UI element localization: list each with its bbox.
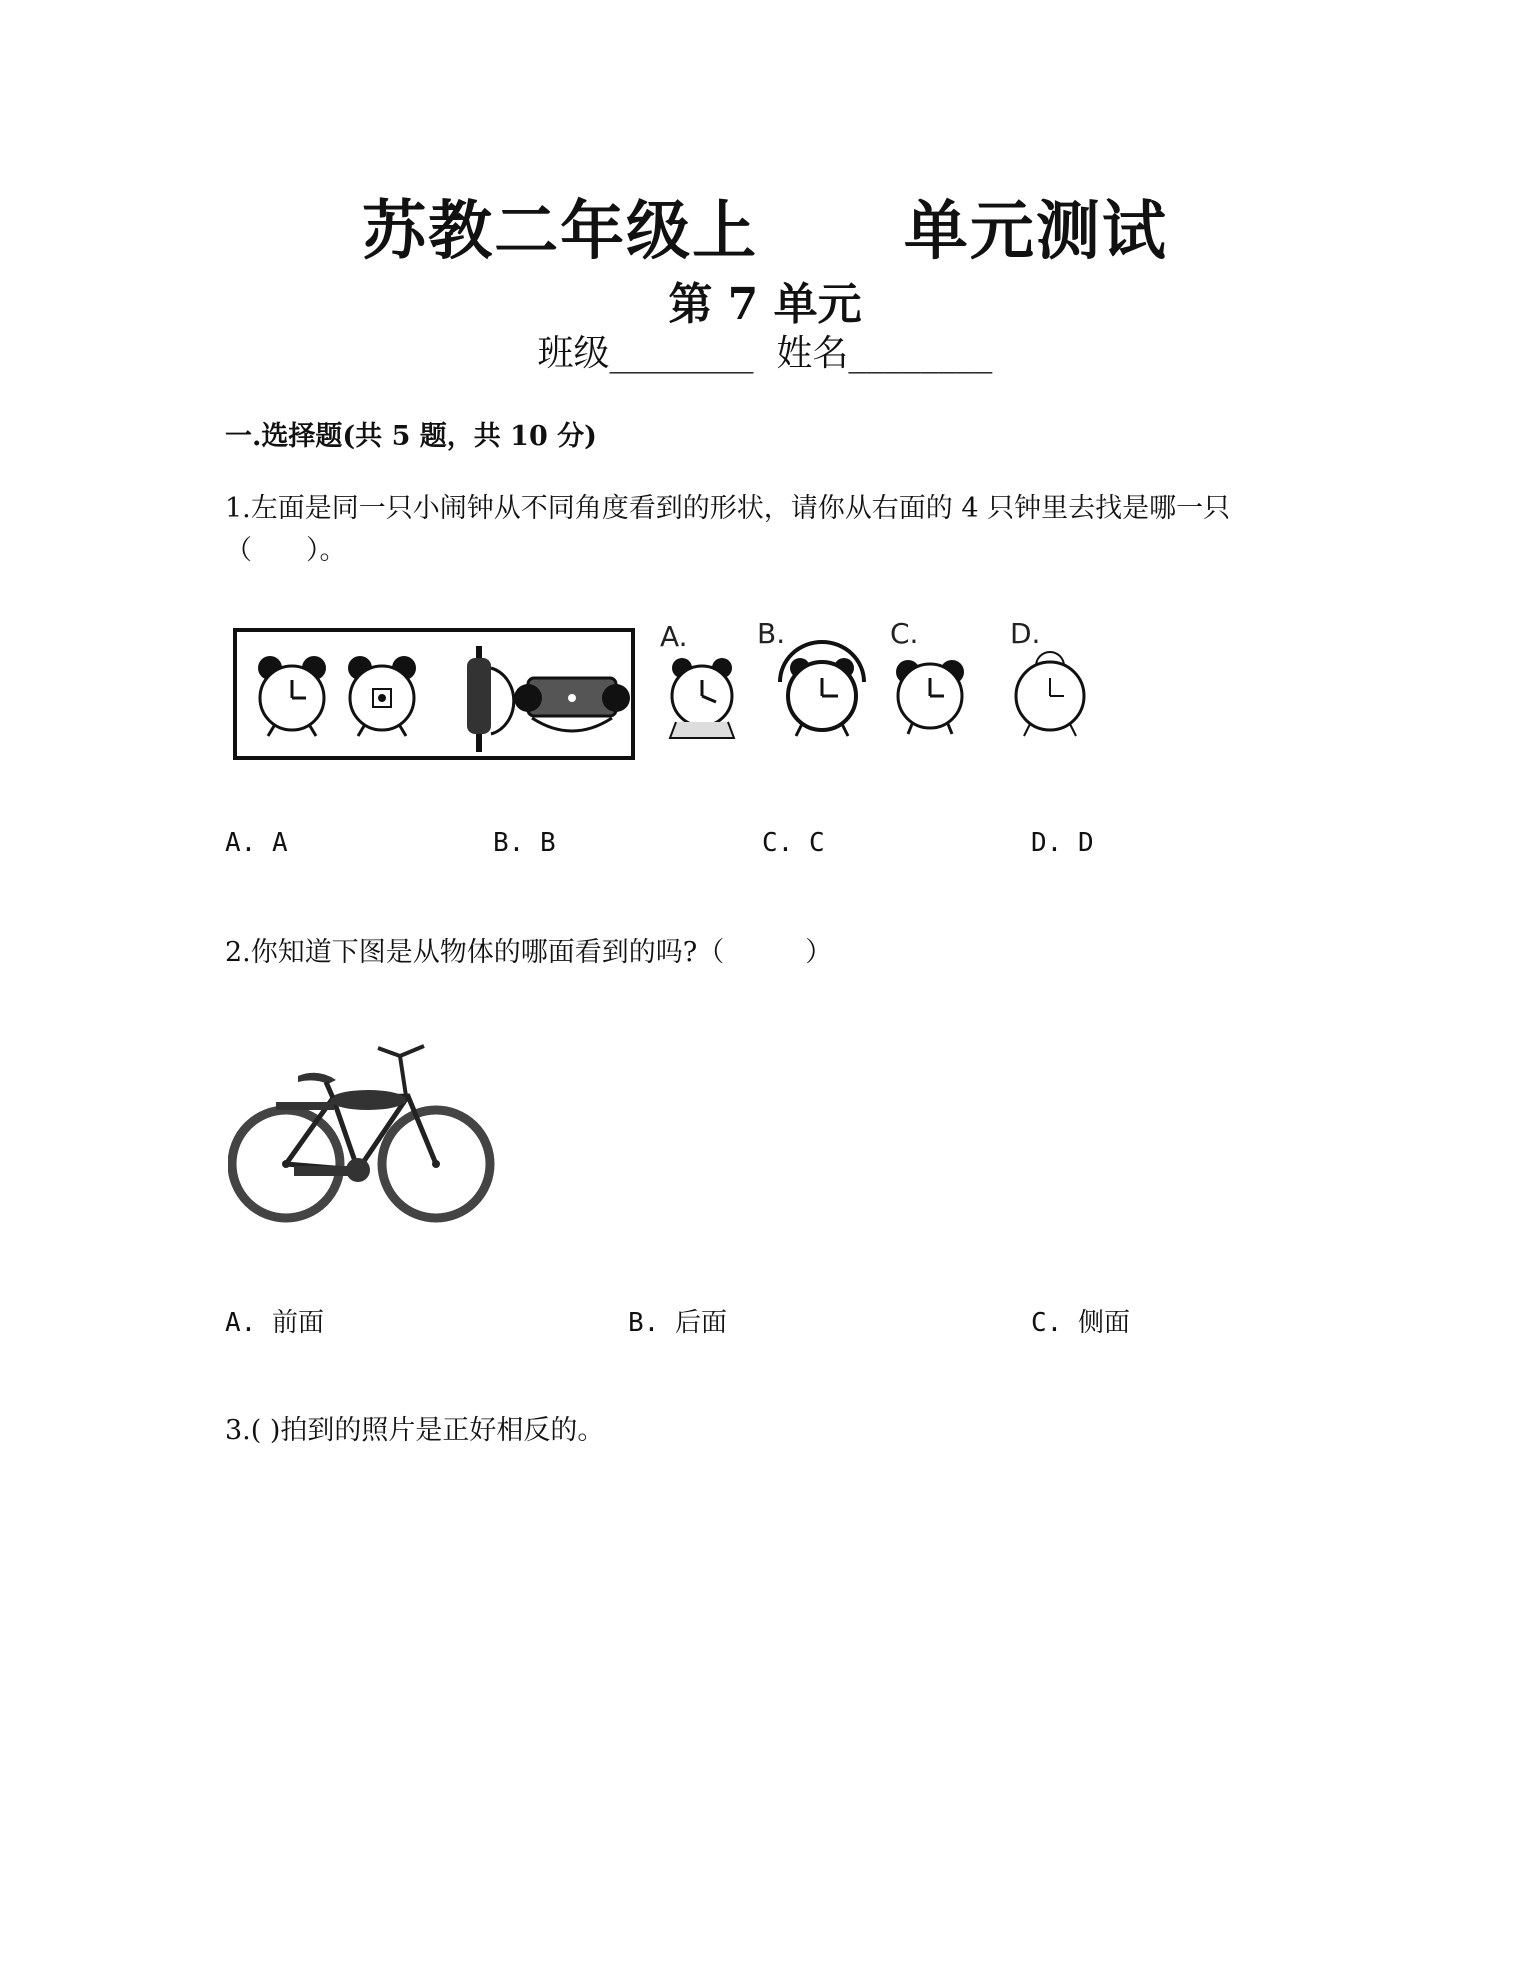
q2-option-c[interactable]: C. 侧面 — [1031, 1308, 1130, 1338]
clock-views-box — [233, 628, 635, 760]
q1-option-c[interactable]: C. C — [762, 828, 825, 858]
q2-option-b[interactable]: B. 后面 — [628, 1308, 727, 1338]
clock-options-icon — [650, 640, 1110, 750]
question-1-text: 1.左面是同一只小闹钟从不同角度看到的形状，请你从右面的 4 只钟里去找是哪一只（ ）。 — [225, 493, 1231, 566]
q1-option-a[interactable]: A. A — [225, 828, 288, 858]
question-3-text: 3.( )拍到的照片是正好相反的。 — [225, 1415, 605, 1446]
class-name-line: 班级________ 姓名________ — [537, 333, 993, 374]
q1-option-b[interactable]: B. B — [493, 828, 556, 858]
question-2-text: 2.你知道下图是从物体的哪面看到的吗?（ ） — [225, 937, 833, 968]
section-heading: 一.选择题(共 5 题，共 10 分) — [225, 421, 597, 452]
figure-label-b: B. — [757, 617, 786, 650]
q2-option-a[interactable]: A. 前面 — [225, 1308, 324, 1338]
figure-label-d: D. — [1010, 617, 1041, 650]
bicycle-icon — [228, 1038, 498, 1234]
clock-views-icon — [237, 632, 631, 756]
page-title: 苏教二年级上 单元测试 — [362, 195, 1168, 269]
figure-label-a: A. — [660, 620, 688, 653]
q1-option-d[interactable]: D. D — [1031, 828, 1094, 858]
unit-subtitle: 第 7 单元 — [668, 279, 862, 330]
figure-label-c: C. — [890, 617, 919, 650]
